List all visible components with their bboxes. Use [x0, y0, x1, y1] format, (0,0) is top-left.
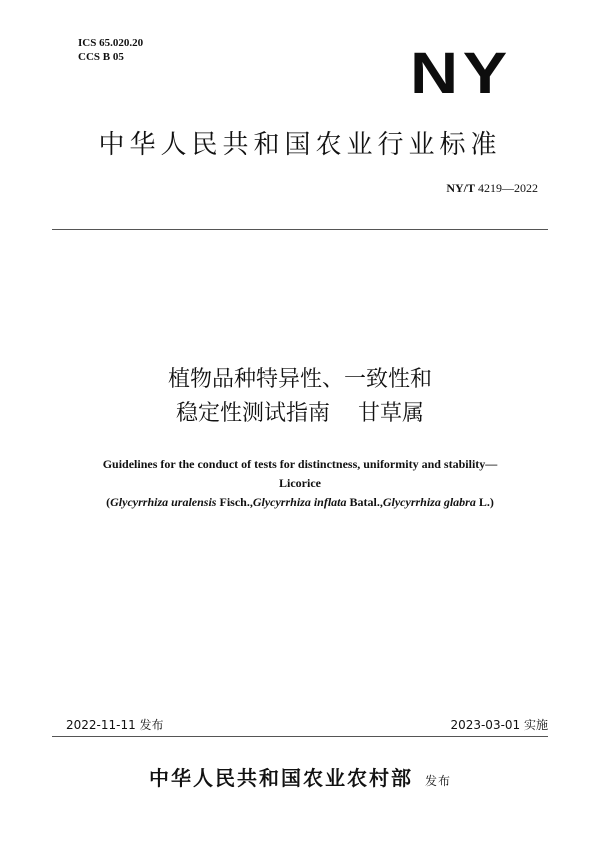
sci-author-1: Fisch.,: [216, 495, 253, 509]
ics-code: ICS 65.020.20: [78, 37, 144, 49]
standard-number-prefix: NY/T: [446, 181, 475, 195]
sci-author-2: Batal.,: [346, 495, 383, 509]
title-en-line-2: Licorice: [279, 476, 321, 490]
sci-name-3: Glycyrrhiza glabra: [382, 495, 476, 509]
top-divider: [52, 229, 548, 230]
title-cn-line-1: 植物品种特异性、一致性和: [167, 367, 432, 392]
sci-author-3: L.: [475, 495, 490, 509]
standard-number-value: 4219—2022: [478, 181, 538, 195]
standard-type-title: 中华人民共和国农业行业标准: [98, 130, 502, 160]
title-cn-line-2: 稳定性测试指南 甘草属: [176, 401, 424, 426]
classification-codes: [78, 36, 143, 64]
implementation-date: 2023-03-01 实施: [450, 718, 548, 732]
publisher: [0, 764, 600, 795]
sci-open-paren: (: [106, 495, 111, 509]
scientific-names: [40, 493, 560, 512]
publisher-action: 发布: [424, 774, 451, 788]
document-title-cn: [0, 363, 600, 431]
bottom-divider: [52, 736, 548, 737]
issue-date: 2022-11-11 发布: [66, 718, 164, 732]
sci-close-paren: ): [489, 495, 494, 509]
ccs-code: CCS B 05: [78, 51, 124, 63]
ny-logo: NY: [410, 41, 512, 106]
title-en-line-1: Guidelines for the conduct of tests for distinctness, uniformity and stability—: [102, 457, 498, 471]
sci-name-2: Glycyrrhiza inflata: [252, 495, 347, 509]
sci-name-1: Glycyrrhiza uralensis: [110, 495, 217, 509]
document-title-en: [40, 455, 560, 512]
publisher-name: 中华人民共和国农业农村部: [148, 766, 413, 790]
standard-number: [446, 181, 538, 196]
